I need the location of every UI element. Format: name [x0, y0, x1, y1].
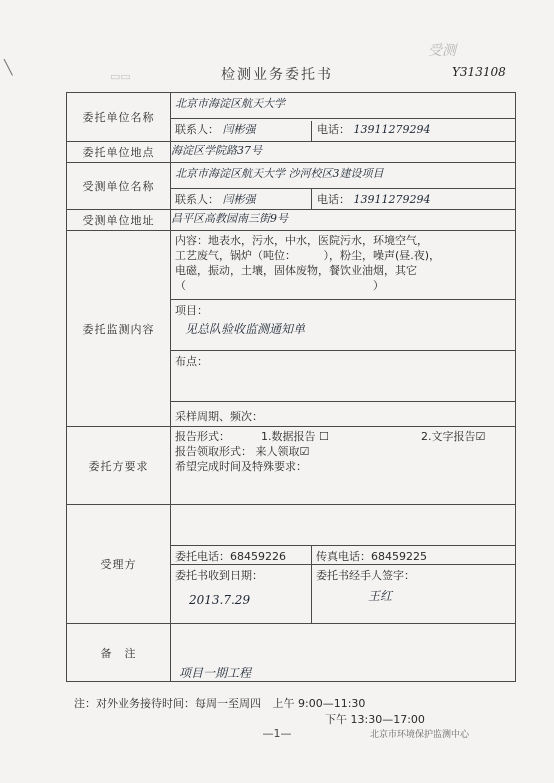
pickup-value[interactable]: 来人领取☑ — [255, 445, 310, 458]
label-tested-unit-name: 受测单位名称 — [67, 163, 171, 210]
period-label: 采样周期、频次： — [175, 410, 263, 423]
tested-contact: 闫彬强 — [222, 193, 256, 206]
handwritten-date: Y313108 — [452, 65, 506, 79]
label-client-unit-location: 委托单位地点 — [67, 142, 171, 163]
corner-mark: ╲ — [4, 60, 13, 76]
tested-unit-address: 昌平区高教园南三街9号 — [171, 212, 288, 225]
client-contact-label: 联系人： — [175, 123, 219, 136]
label-remarks: 备 注 — [67, 624, 171, 682]
label-tested-unit-address: 受测单位地址 — [67, 210, 171, 231]
organization-name: 北京市环境保护监测中心 — [370, 730, 470, 740]
client-phone: 13911279294 — [353, 123, 431, 136]
tested-contact-label: 联系人： — [175, 193, 219, 206]
content-line-4: （ ） — [175, 279, 384, 292]
report-option-data[interactable]: 1.数据报告 ☐ — [261, 430, 329, 443]
report-option-text[interactable]: 2.文字报告☑ — [421, 430, 486, 443]
tested-phone-label: 电话： — [317, 193, 350, 206]
content-line-3: 电磁，振动，土壤，固体废物，餐饮业油烟，其它 — [175, 264, 417, 277]
client-contact: 闫彬强 — [222, 123, 256, 136]
content-line-1: 内容：地表水，污水，中水，医院污水，环境空气， — [175, 234, 428, 247]
stamp-text: 受测 — [428, 43, 456, 59]
note-label: 注：对外业务接待时间：每周一至周四 — [74, 697, 261, 710]
acceptor-fax: 68459225 — [371, 550, 427, 563]
client-unit-location: 海淀区学院路37号 — [171, 144, 262, 157]
acceptor-phone-label: 委托电话： — [175, 550, 230, 563]
label-client-unit-name: 委托单位名称 — [67, 93, 171, 142]
received-date: 2013.7.29 — [189, 593, 251, 607]
received-date-label: 委托书收到日期： — [175, 569, 263, 582]
client-phone-label: 电话： — [317, 123, 350, 136]
hours-afternoon: 下午 13:30—17:00 — [325, 713, 425, 726]
acceptor-phone: 68459226 — [230, 550, 286, 563]
deadline-label: 希望完成时间及特殊要求： — [175, 460, 307, 473]
label-monitoring-content: 委托监测内容 — [67, 231, 171, 427]
label-client-requirements: 委托方要求 — [67, 427, 171, 505]
label-acceptor: 受理方 — [67, 505, 171, 624]
tested-unit-name: 北京市海淀区航天大学 沙河校区3建设项目 — [175, 167, 384, 180]
faint-stamp-mark: ▭▭ — [110, 70, 131, 83]
tested-phone: 13911279294 — [353, 193, 431, 206]
form-title: 检测业务委托书 — [221, 67, 333, 83]
handler-label: 委托书经手人签字： — [316, 569, 415, 582]
points-label: 布点： — [175, 355, 208, 368]
content-line-2: 工艺废气，锅炉（吨位： ），粉尘，噪声(昼.夜)， — [175, 249, 441, 262]
commission-form-table — [66, 92, 516, 682]
hours-morning: 上午 9:00—11:30 — [272, 697, 366, 710]
pickup-label: 报告领取形式： — [175, 445, 252, 458]
project-value: 见总队验收监测通知单 — [185, 322, 306, 336]
report-form-label: 报告形式： — [175, 430, 230, 443]
page-number: —1— — [262, 727, 292, 740]
remarks-value: 项目一期工程 — [179, 666, 252, 680]
project-label: 项目： — [175, 304, 208, 317]
reception-hours-note — [74, 696, 425, 728]
handler-signature: 王红 — [368, 589, 393, 603]
acceptor-fax-label: 传真电话： — [316, 550, 371, 563]
client-unit-name: 北京市海淀区航天大学 — [175, 97, 285, 110]
